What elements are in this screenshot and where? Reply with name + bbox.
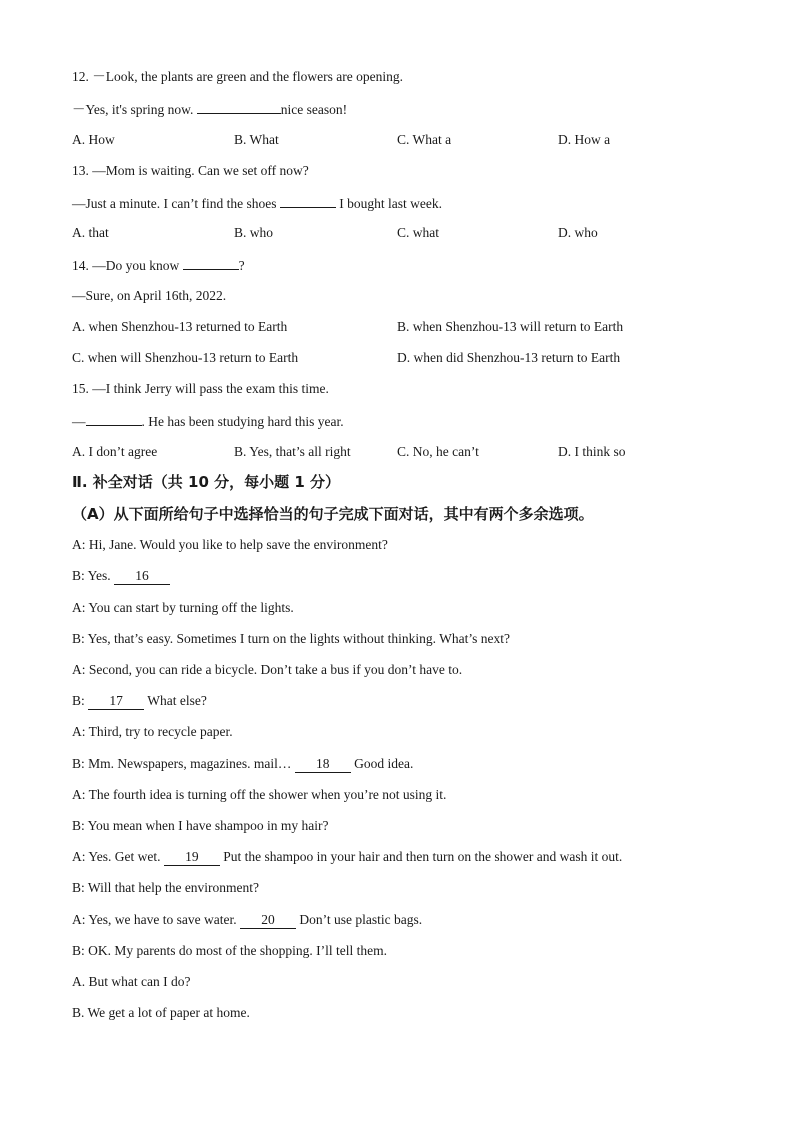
dialogue-line: B: OK. My parents do most of the shopping. I’ll tell them. bbox=[72, 943, 387, 958]
answer-blank bbox=[280, 193, 336, 208]
q15-option-a: A. I don’t agree bbox=[72, 444, 158, 459]
q14-reply: —Sure, on April 16th, 2022. bbox=[72, 288, 227, 303]
q13-option-d: D. who bbox=[558, 225, 598, 240]
q13-option-a: A. that bbox=[72, 225, 109, 240]
dialogue-line: A: Hi, Jane. Would you like to help save the environment? bbox=[72, 537, 388, 552]
dialogue-line: A: The fourth idea is turning off the shower when you’re not using it. bbox=[72, 787, 447, 802]
q13-reply: —Just a minute. I can’t find the shoes I bought last week. bbox=[72, 193, 442, 213]
q12-option-c: C. What a bbox=[397, 132, 452, 147]
q14-option-c: C. when will Shenzhou-13 return to Earth bbox=[72, 350, 299, 365]
q12-stem: 12. －Look, the plants are green and the flowers are opening. bbox=[72, 69, 404, 84]
q15-option-c: C. No, he can’t bbox=[397, 444, 479, 459]
dialogue-line: B: Yes, that’s easy. Sometimes I turn on the lights without thinking. What’s next? bbox=[72, 631, 510, 646]
section-subtitle: （A）从下面所给句子中选择恰当的句子完成下面对话，其中有两个多余选项。 bbox=[72, 505, 594, 523]
answer-number: 20 bbox=[240, 912, 296, 929]
dialogue-line: A: Second, you can ride a bicycle. Don’t take a bus if you don’t have to. bbox=[72, 662, 463, 677]
q12-option-b: B. What bbox=[234, 132, 279, 147]
dialogue-line: B: 17 What else? bbox=[72, 693, 207, 708]
q12-reply: －Yes, it's spring now. nice season! bbox=[72, 99, 347, 119]
q15-option-b: B. Yes, that’s all right bbox=[234, 444, 351, 459]
q12-option-d: D. How a bbox=[558, 132, 611, 147]
answer-number: 18 bbox=[295, 756, 351, 773]
section-title: Ⅱ. 补全对话（共 10 分，每小题 1 分） bbox=[72, 473, 341, 491]
dialogue-line: B: Yes. 16 bbox=[72, 567, 170, 585]
answer-blank bbox=[183, 255, 239, 270]
choice-b: B. We get a lot of paper at home. bbox=[72, 1005, 250, 1020]
q14-option-a: A. when Shenzhou-13 returned to Earth bbox=[72, 319, 288, 334]
q15-option-d: D. I think so bbox=[558, 444, 626, 459]
dialogue-line: A: Yes. Get wet. 19 Put the shampoo in your hair and then turn on the shower and wash it out. bbox=[72, 849, 623, 864]
dialogue-line: B: You mean when I have shampoo in my hair? bbox=[72, 818, 329, 833]
dialogue-line: A: Yes, we have to save water. 20 Don’t use plastic bags. bbox=[72, 912, 423, 927]
q13-option-c: C. what bbox=[397, 225, 439, 240]
dialogue-line: A: You can start by turning off the lights. bbox=[72, 600, 294, 615]
choice-a: A. But what can I do? bbox=[72, 974, 191, 989]
q14-option-b: B. when Shenzhou-13 will return to Earth bbox=[397, 319, 624, 334]
q12-option-a: A. How bbox=[72, 132, 115, 147]
answer-number: 16 bbox=[114, 568, 170, 585]
q14-stem: 14. —Do you know ? bbox=[72, 255, 245, 275]
dialogue-line: A: Third, try to recycle paper. bbox=[72, 724, 233, 739]
dialogue-line: B: Mm. Newspapers, magazines. mail… 18 Good idea. bbox=[72, 756, 414, 771]
q14-option-d: D. when did Shenzhou-13 return to Earth bbox=[397, 350, 621, 365]
q13-option-b: B. who bbox=[234, 225, 274, 240]
q15-stem: 15. —I think Jerry will pass the exam this time. bbox=[72, 381, 329, 396]
answer-number: 19 bbox=[164, 849, 220, 866]
q15-reply: — . He has been studying hard this year. bbox=[72, 411, 344, 431]
answer-number: 17 bbox=[88, 693, 144, 710]
dialogue-line: B: Will that help the environment? bbox=[72, 880, 260, 895]
q13-stem: 13. —Mom is waiting. Can we set off now? bbox=[72, 163, 309, 178]
answer-blank bbox=[86, 411, 142, 426]
answer-blank bbox=[197, 99, 281, 114]
